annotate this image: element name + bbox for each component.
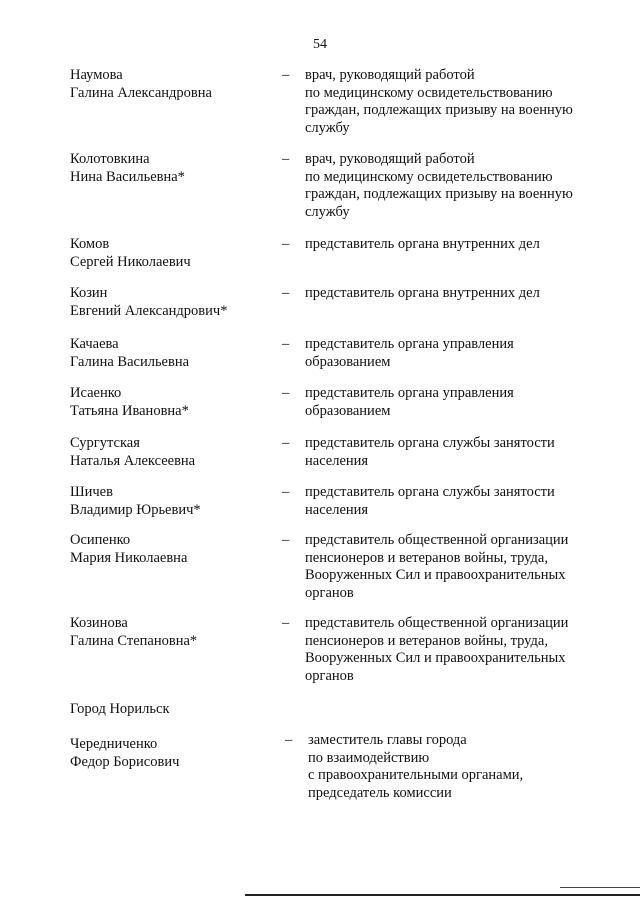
member-role	[305, 615, 605, 685]
member-given-names: Мария Николаевна	[70, 549, 188, 566]
dash-separator: –	[282, 615, 290, 631]
role-line: представитель органа управления	[305, 336, 514, 352]
member-surname: Козинова	[70, 615, 128, 631]
role-line: службу	[305, 203, 350, 220]
role-line: врач, руководящий работой	[305, 67, 475, 83]
member-given-names: Галина Васильевна	[70, 353, 190, 370]
page-number: 54	[313, 37, 327, 52]
role-line: Вооруженных Сил и правоохранительных	[305, 650, 566, 666]
member-surname: Осипенко	[70, 532, 131, 548]
role-line: образованием	[305, 402, 391, 419]
member-name	[70, 615, 275, 650]
dash-separator: –	[282, 435, 290, 451]
member-surname: Шичев	[70, 484, 113, 500]
role-line: с правоохранительными органами,	[308, 767, 524, 783]
dash-separator: –	[282, 336, 290, 352]
member-role	[305, 151, 605, 221]
member-surname: Сургутская	[70, 435, 140, 451]
role-line: представитель органа внутренних дел	[305, 236, 540, 252]
role-line: пенсионеров и ветеранов войны, труда,	[305, 549, 548, 566]
member-given-names: Галина Александровна	[70, 84, 212, 101]
member-role	[305, 236, 605, 254]
role-line: населения	[305, 452, 369, 469]
role-line: по взаимодействию	[308, 749, 430, 766]
member-given-names: Владимир Юрьевич*	[70, 501, 201, 518]
member-surname: Качаева	[70, 336, 119, 352]
member-name	[70, 484, 275, 519]
member-name	[70, 67, 275, 102]
role-line: по медицинскому освидетельствованию	[305, 84, 553, 101]
dash-separator: –	[282, 385, 290, 401]
member-surname: Комов	[70, 236, 110, 252]
member-role	[305, 385, 605, 420]
role-line: председатель комиссии	[308, 784, 452, 801]
dash-separator: –	[282, 484, 290, 500]
member-given-names: Сергей Николаевич	[70, 253, 191, 270]
member-name	[70, 532, 275, 567]
member-given-names: Нина Васильевна*	[70, 168, 185, 185]
member-surname: Козин	[70, 285, 108, 301]
role-line: представитель органа службы занятости	[305, 484, 555, 500]
role-line: граждан, подлежащих призыву на военную	[305, 186, 573, 202]
role-line: по медицинскому освидетельствованию	[305, 168, 553, 185]
scan-edge-line	[560, 887, 640, 888]
member-role	[305, 336, 605, 371]
member-role	[305, 435, 605, 470]
role-line: пенсионеров и ветеранов войны, труда,	[305, 632, 548, 649]
member-role	[305, 532, 605, 602]
dash-separator: –	[282, 285, 290, 301]
role-line: населения	[305, 501, 369, 518]
role-line: представитель общественной организации	[305, 532, 569, 548]
dash-separator: –	[282, 151, 290, 167]
member-role	[305, 484, 605, 519]
role-line: Вооруженных Сил и правоохранительных	[305, 567, 566, 583]
member-role	[305, 285, 605, 303]
member-given-names: Наталья Алексеевна	[70, 452, 196, 469]
member-name	[70, 285, 275, 320]
member-name	[70, 236, 275, 271]
role-line: представитель органа управления	[305, 385, 514, 401]
role-line: представитель общественной организации	[305, 615, 569, 631]
member-given-names: Галина Степановна*	[70, 632, 198, 649]
member-surname: Исаенко	[70, 385, 122, 401]
member-given-names: Татьяна Ивановна*	[70, 402, 189, 419]
member-role	[305, 67, 605, 137]
role-line: представитель органа службы занятости	[305, 435, 555, 451]
member-name	[70, 736, 275, 771]
role-line: врач, руководящий работой	[305, 151, 475, 167]
dash-separator: –	[282, 532, 290, 548]
member-given-names: Евгений Александрович*	[70, 302, 228, 319]
member-given-names: Федор Борисович	[70, 753, 180, 770]
dash-separator: –	[282, 67, 290, 83]
role-line: представитель органа внутренних дел	[305, 285, 540, 301]
scan-edge-line	[245, 894, 640, 896]
member-name	[70, 435, 275, 470]
member-surname: Чередниченко	[70, 736, 158, 752]
role-line: образованием	[305, 353, 391, 370]
member-name	[70, 336, 275, 371]
dash-separator: –	[285, 732, 293, 748]
role-line: органов	[305, 584, 354, 601]
role-line: заместитель главы города	[308, 732, 467, 748]
member-name	[70, 385, 275, 420]
role-line: службу	[305, 119, 350, 136]
member-surname: Наумова	[70, 67, 123, 83]
role-line: граждан, подлежащих призыву на военную	[305, 102, 573, 118]
member-name	[70, 151, 275, 186]
member-surname: Колотовкина	[70, 151, 150, 167]
section-heading: Город Норильск	[70, 701, 170, 717]
role-line: органов	[305, 667, 354, 684]
member-role	[308, 732, 608, 802]
dash-separator: –	[282, 236, 290, 252]
